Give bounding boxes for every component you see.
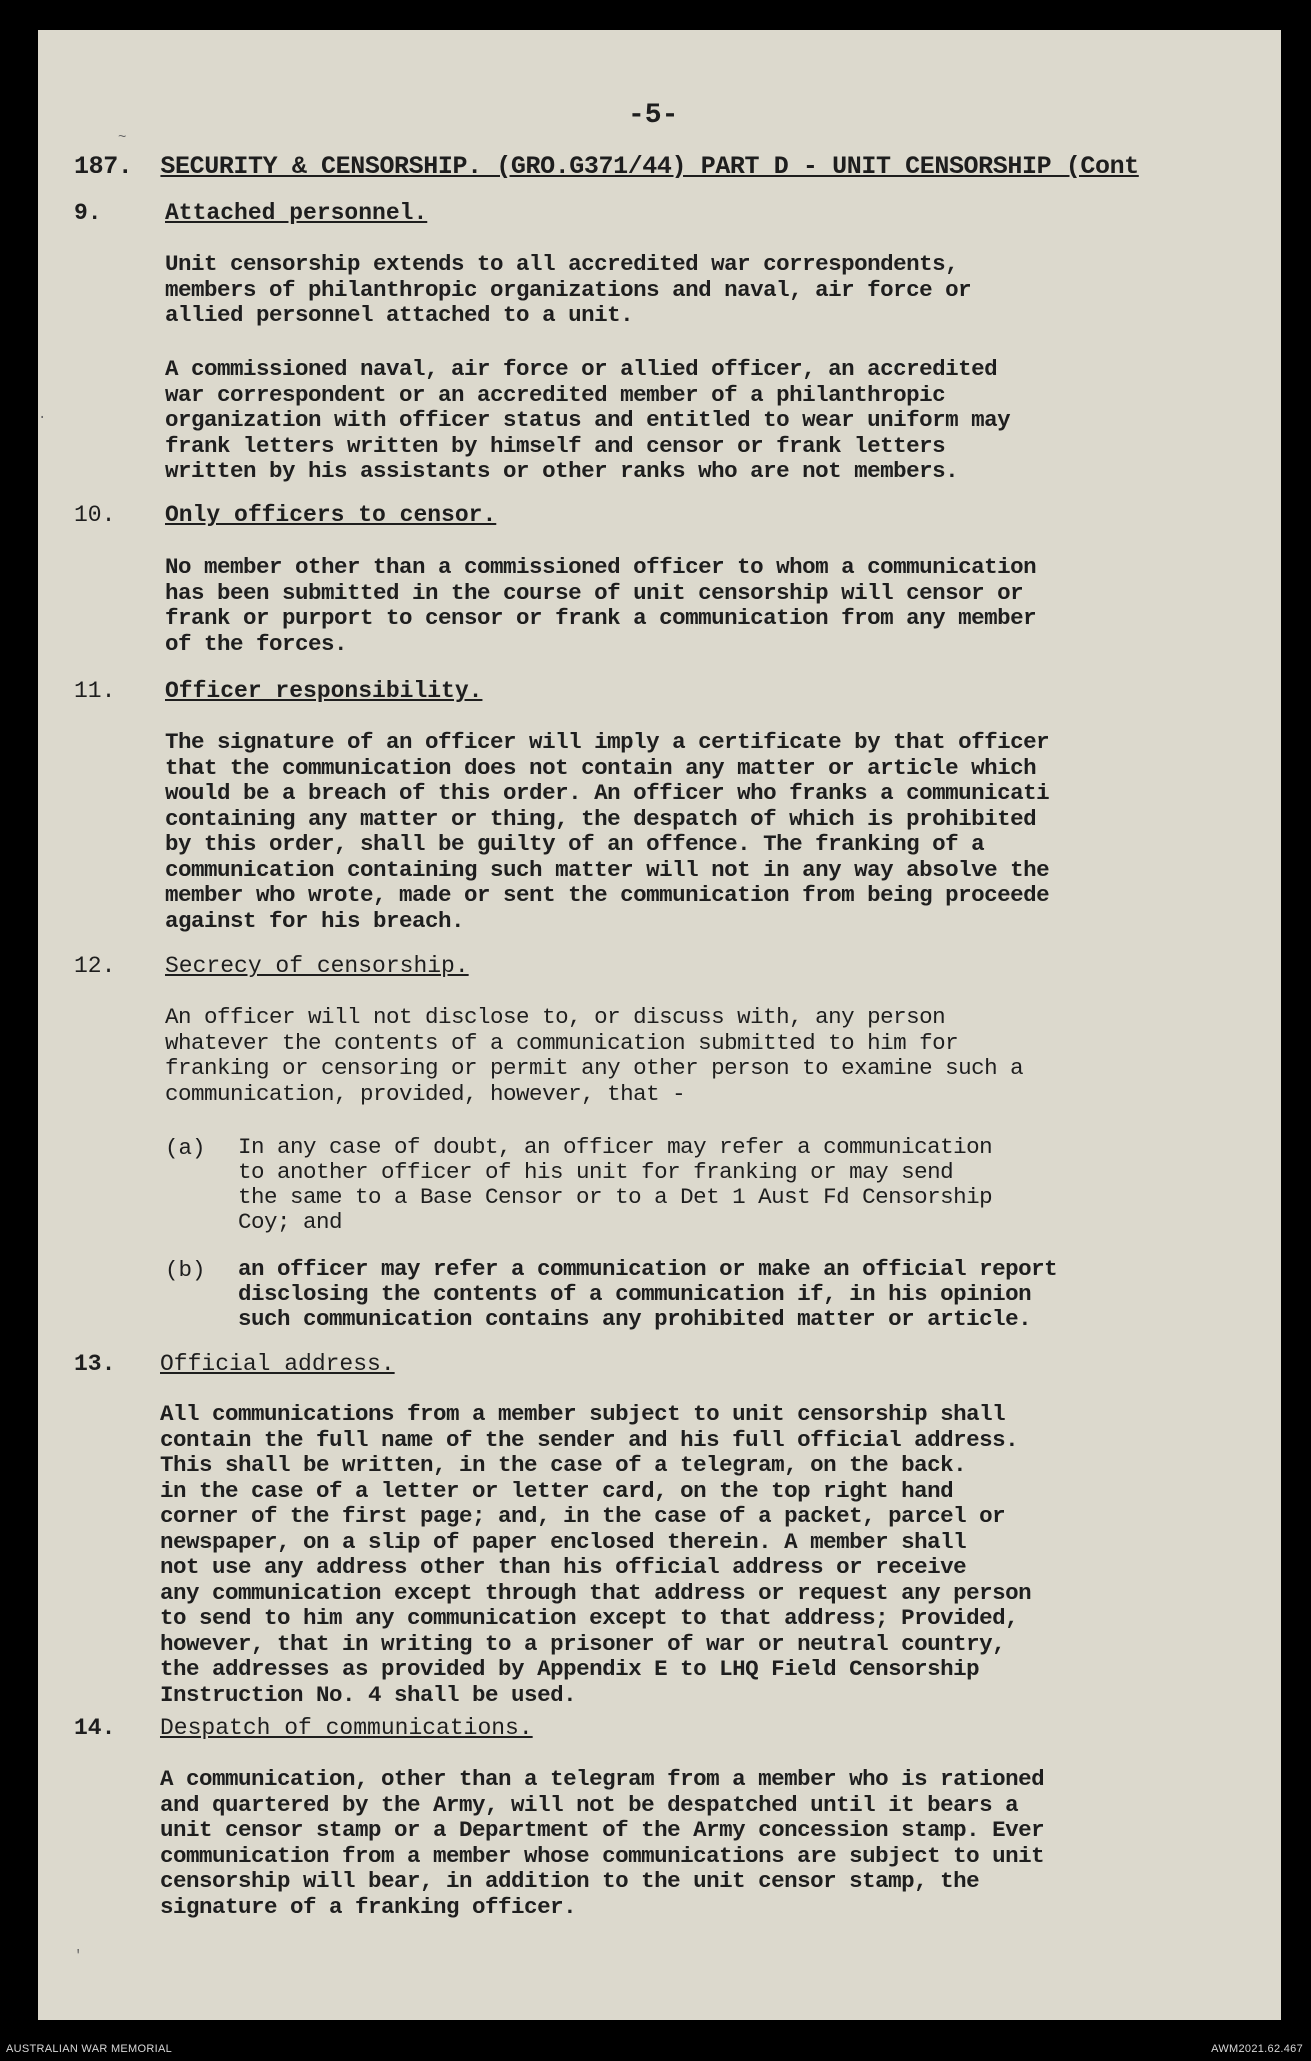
section-10-title: Only officers to censor. [165,502,497,528]
section-9-title: Attached personnel. [165,200,428,226]
header-number: 187. [74,152,133,181]
section-header [74,152,1139,181]
section-14-paragraph-1: A communication, other than a telegram from a member who is rationed and quartered by the Army, will not be despatched until it bears a unit censor stamp or a Department of the Army concession stamp. Ever communication from a member whose communications are subject to unit censorship will bear, in addition to the unit censor stamp, the signature of a franking officer. [160,1766,1045,1920]
section-14-number: 14. [74,1715,116,1741]
section-14-title: Despatch of communications. [160,1715,533,1741]
section-11-paragraph-1: The signature of an officer will imply a certificate by that officer that the communication does not contain any matter or article which would be a breach of this order. An officer who franks a communicati containing any matter or thing, the despatch of which is prohibited by this order, shall be guilty of an offence. The franking of a communication containing such matter will not in any way absolve the member who wrote, made or sent the communication from being proceede against for his breach. [165,729,1050,934]
paper-mark: ' [74,1948,83,1964]
section-12-number: 12. [74,953,116,979]
section-9-number: 9. [74,200,102,226]
section-9-paragraph-1: Unit censorship extends to all accredited war correspondents, members of philanthropic organizations and naval, air force or allied personnel attached to a unit. [165,251,972,328]
section-13-number: 13. [74,1351,116,1377]
section-12-subitem-b-text: an officer may refer a communication or make an official report disclosing the contents of a communication if, in his opinion such communication contains any prohibited matter or article. [238,1256,1058,1332]
section-12-subitem-a-text: In any case of doubt, an officer may refer a communication to another officer of his unit for franking or may send the same to a Base Censor or to a Det 1 Aust Fd Censorship Coy; and [238,1134,993,1235]
page-number: -5- [628,100,679,131]
document-page [38,30,1281,2020]
section-10-paragraph-1: No member other than a commissioned officer to whom a communication has been submitted in the course of unit censorship will censor or frank or purport to censor or frank a communication from any member of the forces. [165,554,1037,657]
header-title: SECURITY & CENSORSHIP. (GRO.G371/44) PART D - UNIT CENSORSHIP (Cont [160,152,1139,181]
paper-mark: · [38,410,47,426]
footer-archive-name: AUSTRALIAN WAR MEMORIAL [6,2043,173,2055]
section-11-number: 11. [74,678,116,704]
section-10-number: 10. [74,502,116,528]
section-12-subitem-a-label: (a) [165,1135,206,1161]
section-11-title: Officer responsibility. [165,678,483,704]
paper-mark: ~ [118,130,127,146]
footer-item-id: AWM2021.62.467 [1211,2043,1303,2055]
section-9-paragraph-2: A commissioned naval, air force or allied officer, an accredited war correspondent or an accredited member of a philanthropic organization with officer status and entitled to wear uniform may frank letters written by himself and censor or frank letters written by his assistants or other ranks who are not members. [165,356,1011,484]
section-12-subitem-b-label: (b) [165,1257,206,1283]
section-12-paragraph-1: An officer will not disclose to, or discuss with, any person whatever the contents of a communication submitted to him for franking or censoring or permit any other person to examine such a communication, provided, however, that - [165,1004,1024,1107]
section-13-title: Official address. [160,1351,395,1377]
section-12-title: Secrecy of censorship. [165,953,469,979]
section-13-paragraph-1: All communications from a member subject to unit censorship shall contain the full name of the sender and his full official address. This shall be written, in the case of a telegram, on the back. in the case of a letter or letter card, on the top right hand corner of the first page; and, in the case of a packet, parcel or newspaper, on a slip of paper enclosed therein. A member shall not use any address other than his official address or receive any communication except through that address or request any person to send to him any communication except to that address; Provided, however, that in writing to a prisoner of war or neutral country, the addresses as provided by Appendix E to LHQ Field Censorship Instruction No. 4 shall be used. [160,1401,1032,1708]
